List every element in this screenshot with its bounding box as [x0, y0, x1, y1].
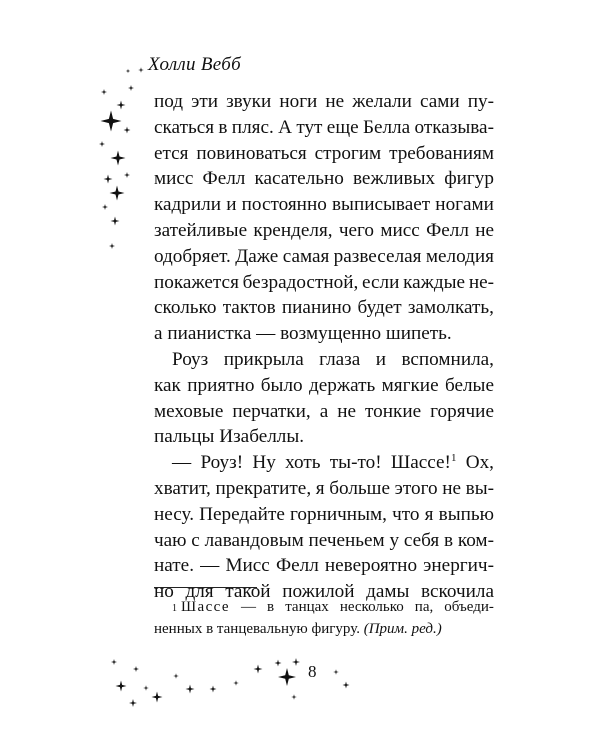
word: танцах	[285, 599, 329, 615]
word: желали	[352, 91, 412, 112]
word: хватит,	[154, 477, 211, 499]
word: эти	[191, 91, 219, 112]
word: Роуз!	[200, 452, 244, 474]
word: несу.	[154, 503, 194, 525]
text-line	[154, 244, 494, 270]
sparkle-star-icon	[233, 680, 239, 686]
sparkle-star-icon	[116, 681, 127, 692]
word: —	[172, 452, 192, 474]
paragraph-3	[154, 450, 494, 605]
word: чаю	[154, 529, 187, 551]
word: этого	[394, 477, 438, 499]
text-line	[154, 450, 494, 476]
footnote-line	[154, 596, 494, 618]
word: несколько	[339, 599, 404, 615]
footnote	[154, 596, 494, 640]
word: лавандовым	[204, 529, 304, 551]
word: нате.	[154, 555, 194, 577]
word: —	[200, 555, 220, 577]
word: тонкие	[365, 400, 422, 422]
word: затейливые	[154, 219, 248, 241]
sparkle-star-icon	[101, 89, 107, 95]
sparkle-star-icon	[101, 111, 122, 132]
word: в	[218, 116, 228, 138]
word: безрадостной,	[242, 271, 359, 293]
footnote-line	[154, 618, 494, 640]
word: я	[315, 477, 325, 499]
word: Фелл	[202, 168, 246, 190]
word: вспомнила,	[401, 348, 494, 370]
text-line	[154, 115, 494, 141]
word: пляс.	[231, 116, 274, 138]
word: себя	[403, 529, 440, 551]
sparkle-star-icon	[124, 172, 130, 178]
text-line	[154, 476, 494, 502]
word: Ох,	[465, 452, 494, 474]
word: замолкать,	[407, 297, 494, 319]
word: не-	[468, 271, 494, 293]
word: тут	[296, 116, 323, 138]
sparkle-star-icon	[152, 692, 163, 703]
word: пальцы Изабеллы.	[154, 426, 305, 448]
word: самая	[282, 245, 330, 267]
word: ноги	[279, 91, 318, 112]
word: не	[337, 400, 357, 422]
sparkle-star-icon	[102, 204, 108, 210]
word: вы-	[465, 477, 494, 499]
word: вскочила	[421, 581, 494, 603]
text-line	[154, 347, 494, 373]
word: в	[267, 599, 275, 615]
text-line	[154, 141, 494, 167]
footnote-rule	[154, 587, 257, 588]
word: тактов	[222, 297, 276, 319]
word: и	[375, 348, 386, 370]
sparkle-star-icon	[343, 682, 350, 689]
word: прекратите,	[215, 477, 312, 499]
word: пу-	[467, 91, 494, 112]
sparkle-star-icon	[128, 85, 134, 91]
word: с	[191, 529, 200, 551]
text-line	[154, 553, 494, 579]
sparkle-star-icon	[111, 217, 120, 226]
text-line	[154, 502, 494, 528]
word: ется	[154, 142, 189, 164]
word: чего	[338, 219, 375, 241]
word: —	[241, 599, 256, 615]
text-line	[154, 321, 494, 347]
sparkle-star-icon	[210, 686, 217, 693]
word: Роуз	[172, 348, 209, 370]
word: кадрили	[154, 194, 222, 216]
word: повиноваться	[196, 142, 307, 164]
word: развеселая	[333, 245, 422, 267]
word: ногами	[435, 194, 494, 216]
sparkle-star-icon	[126, 69, 130, 73]
word: глаза	[319, 348, 361, 370]
sparkle-star-icon	[291, 694, 297, 700]
sparkle-star-icon	[275, 660, 282, 667]
footnote-head	[172, 596, 230, 618]
word: А	[278, 116, 292, 138]
body-text	[154, 89, 494, 605]
word: Передайте	[199, 503, 285, 525]
word: мисс	[154, 168, 194, 190]
word: сколько	[154, 297, 217, 319]
word: постоянно	[241, 194, 327, 216]
word: ком-	[457, 529, 494, 551]
text-line	[154, 166, 494, 192]
word: меховые	[154, 400, 224, 422]
footnote-ref: 1	[450, 452, 457, 465]
sparkle-star-icon	[111, 659, 117, 665]
sparkle-star-icon	[110, 186, 125, 201]
word: энергич-	[423, 555, 494, 577]
word: кренделя,	[253, 219, 333, 241]
word: Ну	[252, 452, 276, 474]
word: одобряет.	[154, 245, 231, 267]
sparkle-star-icon	[99, 141, 105, 147]
sparkle-star-icon	[124, 127, 131, 134]
word: касательно	[254, 168, 344, 190]
word: а	[319, 400, 329, 422]
word: но	[154, 581, 174, 603]
word: приятно	[187, 374, 255, 396]
sparkle-star-icon	[138, 67, 144, 73]
text-line	[154, 373, 494, 399]
word: сами	[419, 91, 460, 112]
sparkle-star-icon	[254, 665, 263, 674]
text-line	[154, 89, 494, 115]
sparkle-star-icon	[117, 101, 126, 110]
sparkle-star-icon	[173, 673, 179, 679]
sparkle-star-icon	[186, 685, 195, 694]
text-line	[154, 270, 494, 296]
word: у	[389, 529, 400, 551]
word: прикрыла	[223, 348, 304, 370]
word: невероятно	[324, 555, 418, 577]
sparkle-star-icon	[133, 666, 139, 672]
word: требованиям	[389, 142, 494, 164]
word: еще	[326, 116, 359, 138]
word: если	[362, 271, 400, 293]
word: Даже	[235, 245, 279, 267]
word: звуки	[226, 91, 272, 112]
running-head: Холли Вебб	[148, 54, 241, 75]
sparkle-star-icon	[109, 243, 115, 249]
word: дамы	[366, 581, 410, 603]
sparkle-star-icon	[333, 669, 339, 675]
word: как	[154, 374, 181, 396]
word: печеньем	[308, 529, 385, 551]
word: хоть	[285, 452, 321, 474]
word: вежливых	[352, 168, 436, 190]
word: Фелл	[426, 219, 469, 241]
word: будет	[357, 297, 402, 319]
footnote-marker: 1	[172, 603, 177, 614]
word: мягкие	[381, 374, 439, 396]
word: такой	[225, 581, 271, 603]
sparkle-star-icon	[129, 699, 137, 707]
word: для	[185, 581, 214, 603]
word: мисс	[380, 219, 420, 241]
sparkle-star-icon	[143, 685, 149, 691]
word: что	[392, 503, 420, 525]
word: выпью	[438, 503, 494, 525]
footnote-term: Шассе	[181, 599, 230, 615]
text-line	[154, 424, 494, 450]
text-line	[154, 192, 494, 218]
text-line	[154, 399, 494, 425]
word: па,	[414, 599, 434, 615]
word: строгим	[314, 142, 382, 164]
paragraph-1	[154, 89, 494, 347]
word: Мисс	[225, 555, 270, 577]
word: и	[226, 194, 237, 216]
text-line	[154, 528, 494, 554]
word: Шассе!$^1$	[390, 452, 457, 474]
word: больше	[329, 477, 390, 499]
sparkle-star-icon	[111, 151, 126, 166]
word: объеди-	[444, 599, 494, 615]
paragraph-2	[154, 347, 494, 450]
sparkle-star-icon	[104, 175, 113, 184]
word: под	[154, 91, 184, 112]
word: белые	[444, 374, 494, 396]
word: горячие	[430, 400, 494, 422]
word: было	[260, 374, 303, 396]
word: в	[444, 529, 454, 551]
word: отказыва-	[414, 116, 494, 138]
editor-note: (Прим. ред.)	[363, 621, 442, 637]
word: перчатки,	[232, 400, 311, 422]
word: фигур	[444, 168, 494, 190]
word: а пианистка — возмущенно шипеть.	[154, 323, 452, 345]
word: скаться	[154, 116, 215, 138]
text-line	[154, 218, 494, 244]
word: не	[442, 477, 461, 499]
word: не	[475, 219, 494, 241]
word: ты-то!	[329, 452, 382, 474]
sparkle-star-icon	[278, 668, 296, 686]
word: мелодия	[425, 245, 494, 267]
word: Фелл	[275, 555, 319, 577]
word: пожилой	[282, 581, 355, 603]
text-line	[154, 295, 494, 321]
page-number: 8	[308, 662, 317, 681]
sparkle-star-icon	[292, 658, 300, 666]
word: Белла	[362, 116, 411, 138]
word: каждые	[403, 271, 466, 293]
word: покажется	[154, 271, 239, 293]
word: держать	[308, 374, 376, 396]
word: выписывает	[332, 194, 431, 216]
word: не	[325, 91, 345, 112]
footnote-text: ненных в танцевальную фигуру. (Прим. ред.)	[154, 621, 442, 637]
word: горничным,	[290, 503, 387, 525]
word: я	[424, 503, 434, 525]
word: пианино	[281, 297, 352, 319]
